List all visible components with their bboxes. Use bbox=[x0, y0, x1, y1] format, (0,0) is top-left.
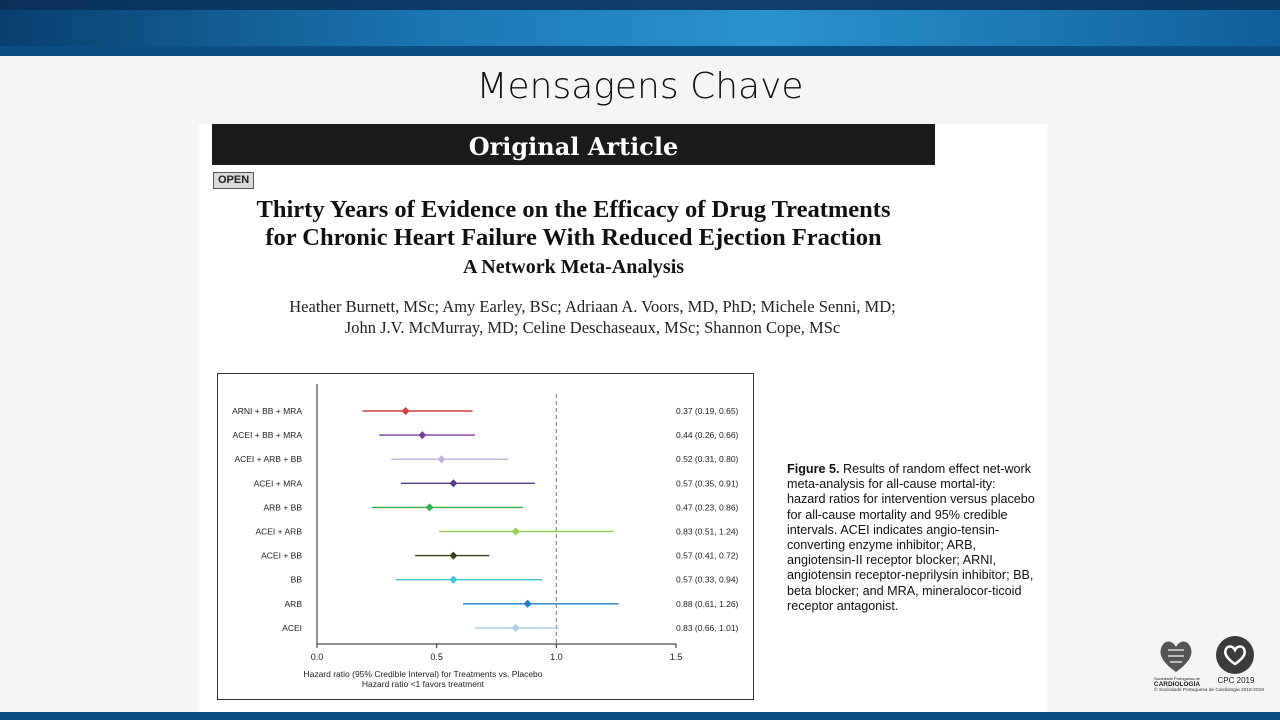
society-small-text: Sociedade Portuguesa de bbox=[1153, 676, 1201, 681]
row-value: 0.83 (0.51, 1.24) bbox=[676, 526, 739, 537]
row-label: BB bbox=[290, 574, 302, 585]
x-tick-label: 0.5 bbox=[430, 652, 443, 662]
point-estimate bbox=[402, 407, 410, 415]
copyright-text: © Sociedade Portuguesa de Cardiologia 2018-2019 bbox=[1154, 688, 1264, 693]
row-value: 0.83 (0.66, 1.01) bbox=[676, 622, 739, 633]
event-label: CPC 2019 bbox=[1217, 676, 1255, 685]
caption-text: Results of random effect net-work meta-analysis for all-cause mortal-ity: hazard ratios for intervention versus placebo for all-cause mortality and 95% credible intervals. ACEI indicates angio-tensin-converting enzyme inhibitor; ARB, angiotensin-II receptor blocker; ARNI, angiotensin receptor-neprilysin inhibitor; BB, beta blocker; and MRA, mineralocor-ticoid receptor antagonist. bbox=[787, 462, 1035, 613]
row-label: ACEI + ARB + BB bbox=[234, 454, 302, 465]
open-access-badge: OPEN bbox=[213, 172, 254, 189]
row-label: ARNI + BB + MRA bbox=[232, 406, 302, 416]
header-banner bbox=[0, 0, 1280, 56]
forest-plot-figure bbox=[217, 373, 754, 700]
forest-plot bbox=[218, 374, 753, 699]
footer-logos bbox=[1152, 636, 1262, 696]
society-name bbox=[1152, 676, 1202, 688]
x-tick-label: 0.0 bbox=[310, 652, 324, 662]
slide-title: Mensagens Chave bbox=[476, 66, 804, 107]
row-value: 0.57 (0.35, 0.91) bbox=[676, 478, 739, 489]
point-estimate bbox=[449, 552, 457, 560]
figure-caption bbox=[787, 462, 1037, 614]
point-estimate bbox=[418, 431, 426, 439]
banner-bottom-line bbox=[0, 46, 1280, 56]
authors-line1: Heather Burnett, MSc; Amy Earley, BSc; Adriaan A. Voors, MD, PhD; Michele Senni, MD; bbox=[289, 297, 896, 316]
row-label: ARB bbox=[284, 598, 302, 609]
cpc-logo-icon bbox=[1216, 636, 1254, 674]
article-title bbox=[212, 196, 935, 252]
society-name-text: CARDIOLOGIA bbox=[1153, 681, 1201, 688]
point-estimate bbox=[512, 528, 520, 536]
x-axis-label: Hazard ratio (95% Credible Interval) for Treatments vs. Placebo bbox=[303, 669, 543, 679]
society-logo-icon bbox=[1156, 636, 1196, 676]
row-value: 0.88 (0.61, 1.26) bbox=[676, 598, 739, 609]
row-value: 0.37 (0.19, 0.65) bbox=[676, 406, 739, 416]
x-tick-label: 1.5 bbox=[669, 652, 683, 662]
row-label: ACEI + ARB bbox=[255, 526, 302, 537]
row-value: 0.47 (0.23, 0.86) bbox=[676, 502, 739, 513]
caption-label: Figure 5. bbox=[787, 462, 840, 476]
point-estimate bbox=[437, 455, 445, 463]
article-subtitle: A Network Meta-Analysis bbox=[462, 256, 685, 278]
authors-line2: John J.V. McMurray, MD; Celine Deschaseaux, MSc; Shannon Cope, MSc bbox=[344, 318, 841, 337]
point-estimate bbox=[449, 576, 457, 584]
point-estimate bbox=[449, 479, 457, 487]
bottom-bar bbox=[0, 712, 1280, 720]
row-label: ACEI + MRA bbox=[253, 478, 302, 489]
row-value: 0.57 (0.41, 0.72) bbox=[676, 550, 739, 561]
article-header: Original Article bbox=[212, 124, 935, 165]
article-page bbox=[199, 124, 1047, 720]
row-label: ARB + BB bbox=[263, 502, 302, 513]
article-title-line2: for Chronic Heart Failure With Reduced Ejection Fraction bbox=[265, 224, 882, 251]
row-value: 0.57 (0.33, 0.94) bbox=[676, 574, 739, 585]
banner-top-stripe bbox=[0, 0, 1280, 10]
row-value: 0.44 (0.26, 0.66) bbox=[676, 430, 739, 441]
row-label: ACEI + BB + MRA bbox=[232, 430, 302, 441]
point-estimate bbox=[524, 600, 532, 608]
row-label: ACEI bbox=[282, 622, 302, 633]
point-estimate bbox=[512, 624, 520, 632]
row-label: ACEI + BB bbox=[261, 550, 302, 561]
x-tick-label: 1.0 bbox=[550, 652, 563, 662]
point-estimate bbox=[425, 503, 433, 511]
author-list bbox=[212, 296, 973, 338]
x-axis-sublabel: Hazard ratio <1 favors treatment bbox=[361, 679, 485, 689]
article-title-line1: Thirty Years of Evidence on the Efficacy of Drug Treatments bbox=[256, 196, 891, 223]
row-value: 0.52 (0.31, 0.80) bbox=[676, 454, 739, 465]
